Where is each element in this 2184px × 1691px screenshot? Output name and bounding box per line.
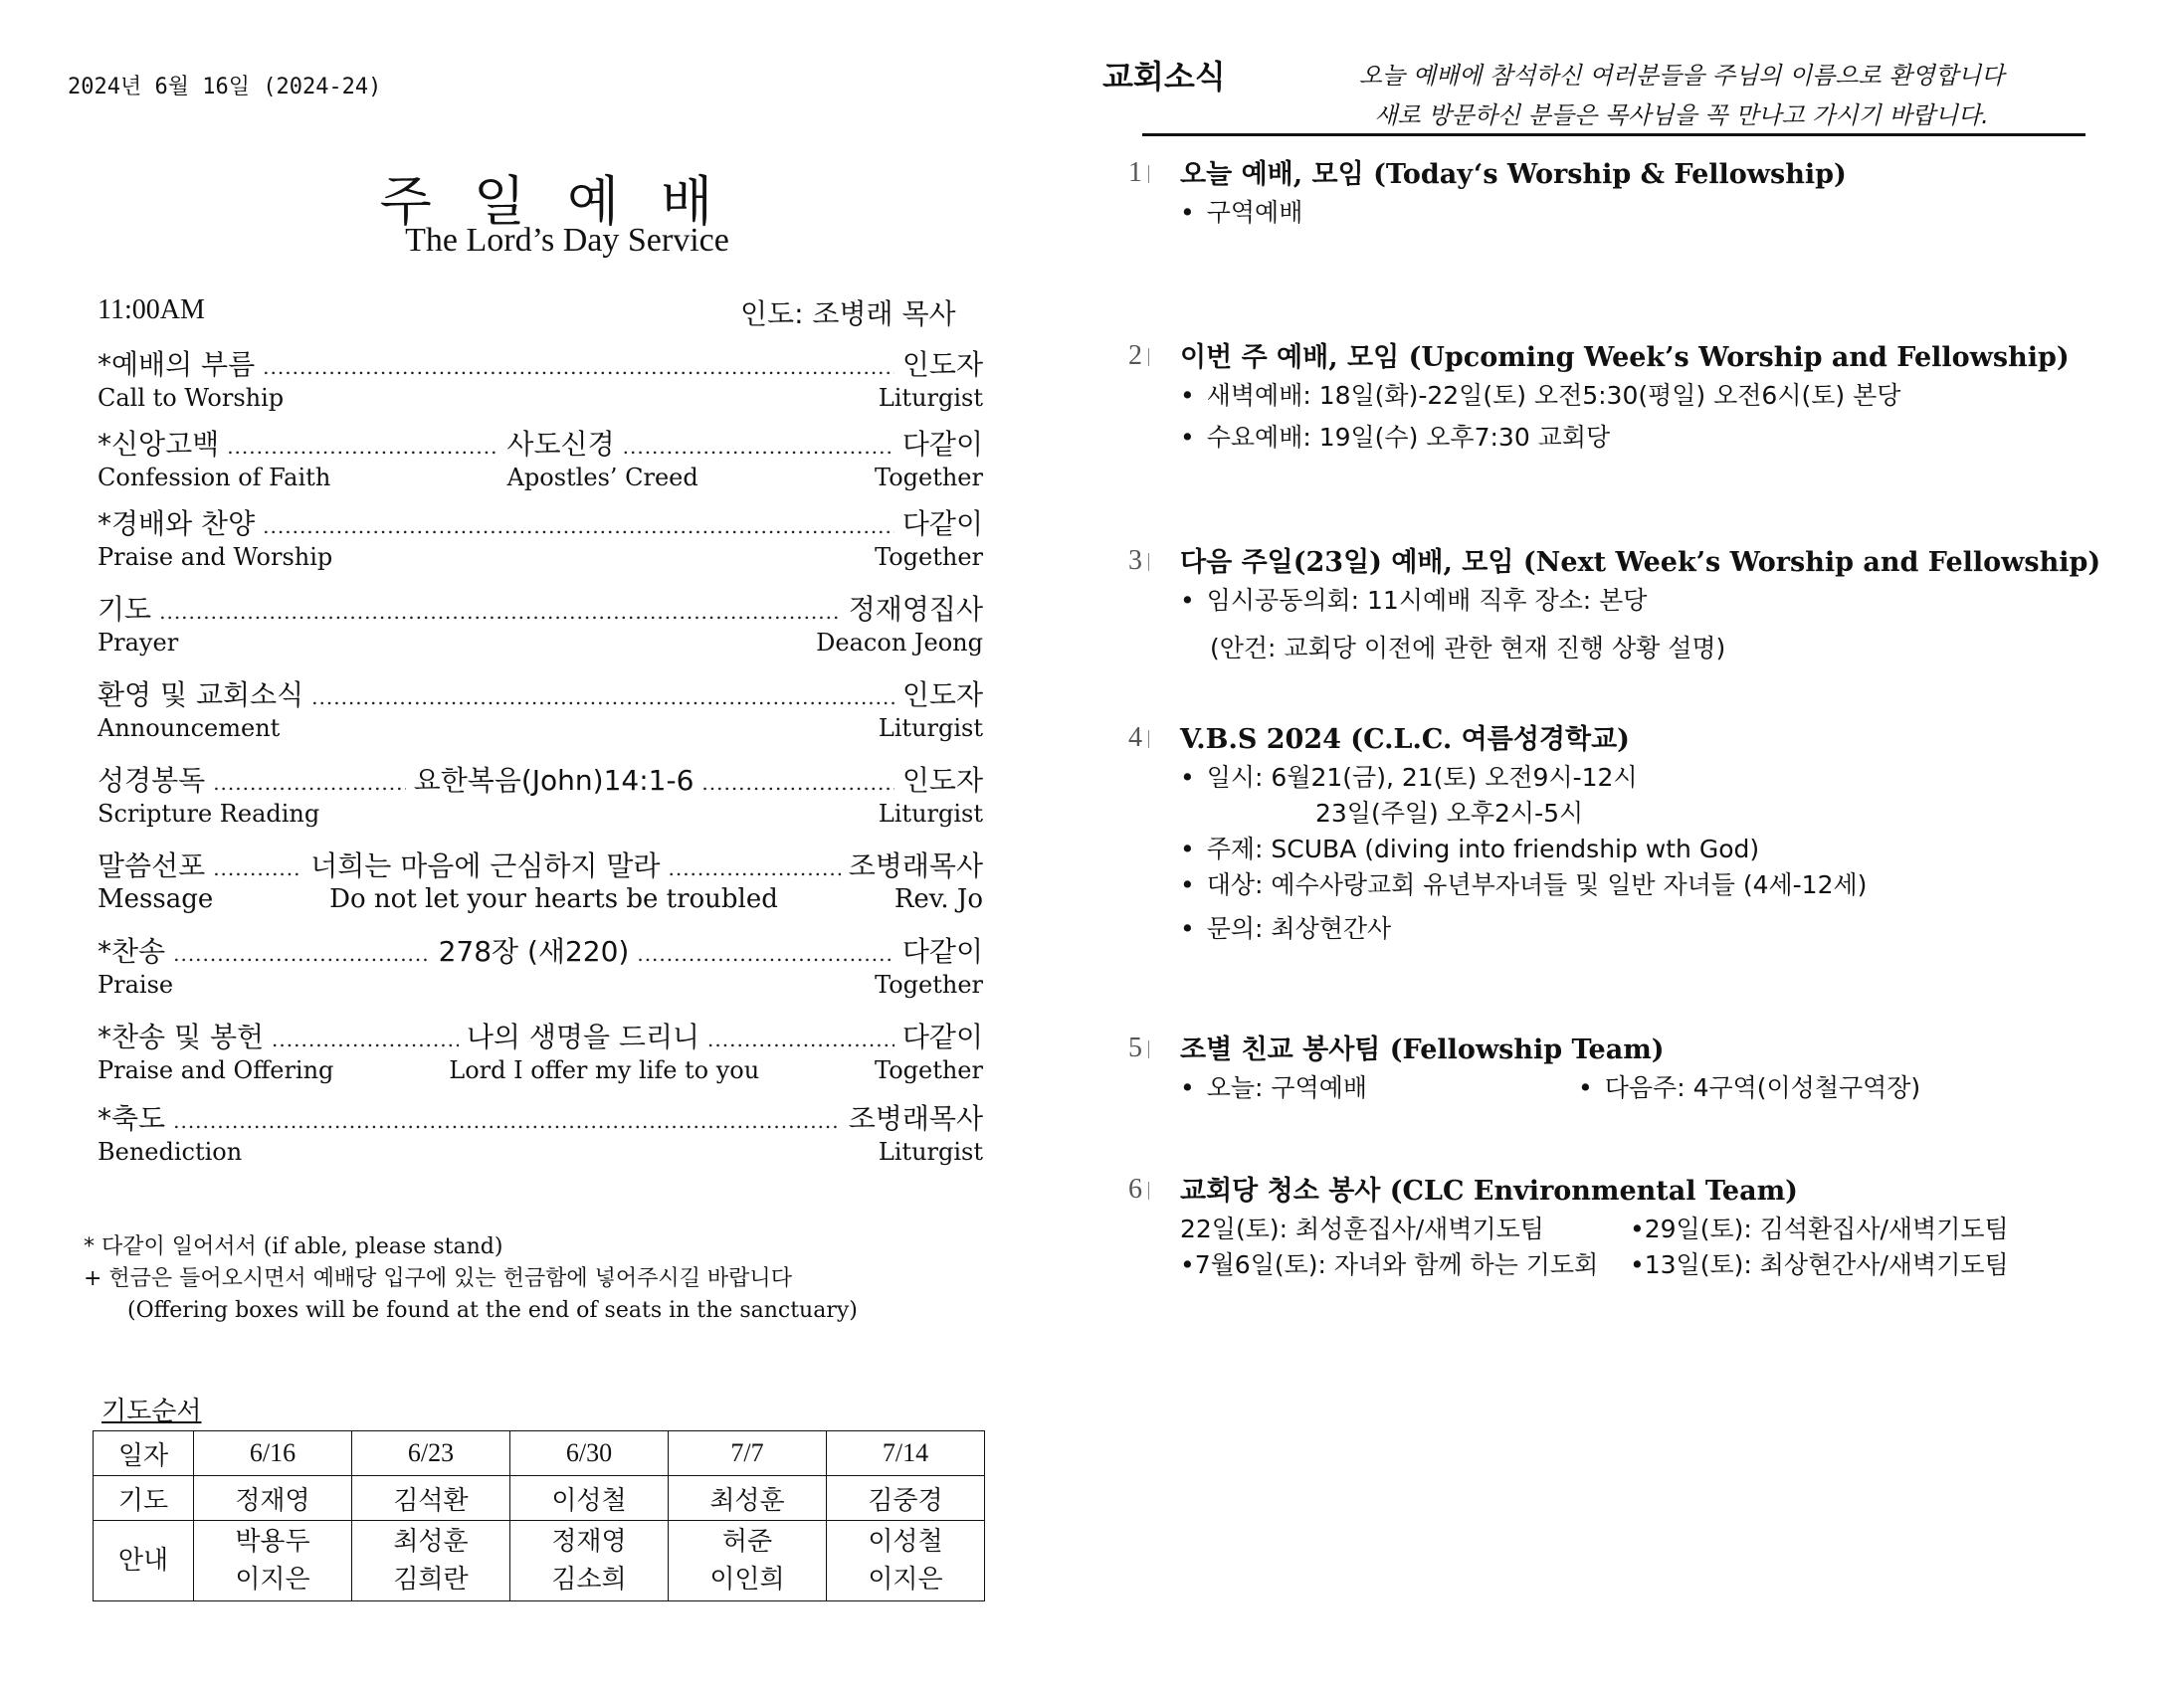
order-ko: *찬송 — [98, 935, 166, 968]
section-number: 1 — [1128, 157, 1149, 189]
order-role-en: Rev. Jo — [893, 884, 983, 914]
section-line: • 주제: SCUBA (diving into friendship wth God) — [1180, 832, 2123, 867]
service-notes — [84, 1231, 858, 1327]
order-en: Announcement — [98, 714, 281, 742]
news-section-3 — [1128, 543, 2123, 666]
section-number: 2 — [1128, 340, 1149, 372]
service-leader: 인도: 조병래 목사 — [740, 297, 956, 330]
table-cell: 7/14 — [827, 1431, 985, 1476]
order-role-en: Together — [875, 464, 983, 491]
section-heading: V.B.S 2024 (C.L.C. 여름성경학교) — [1180, 724, 1630, 755]
order-ko: *신앙고백 — [98, 428, 220, 461]
section-line: • 다음주: 4구역(이성철구역장) — [1578, 1070, 1920, 1106]
dot-leader — [159, 593, 841, 629]
guide-name: 이성철 — [868, 1527, 943, 1557]
order-en: Confession of Faith — [98, 464, 331, 491]
section-line: 22일(토): 최성훈집사/새벽기도팀 — [1180, 1215, 1544, 1243]
table-cell: 일자 — [94, 1431, 194, 1476]
welcome-message — [1293, 56, 2070, 135]
order-ko: 말씀선포 — [98, 849, 206, 882]
table-cell — [194, 1521, 352, 1601]
section-line: • 새벽예배: 18일(화)-22일(토) 오전5:30(평일) 오전6시(토) 본당 — [1180, 378, 2123, 414]
section-line: •29일(토): 김석환집사/새벽기도팀 — [1630, 1215, 2009, 1243]
church-news-title: 교회소식 — [1102, 58, 1226, 95]
prayer-schedule-title: 기도순서 — [101, 1397, 202, 1426]
service-title-korean: 주일예배 — [379, 170, 755, 233]
section-number: 5 — [1128, 1033, 1149, 1064]
table-cell — [510, 1521, 669, 1601]
order-ko: 기도 — [98, 593, 152, 626]
dot-leader — [227, 428, 498, 464]
order-role: 인도자 — [901, 678, 983, 711]
order-content: 사도신경 — [506, 428, 615, 461]
section-number: 6 — [1128, 1174, 1149, 1206]
guide-name: 허준 — [721, 1527, 773, 1557]
table-row — [94, 1476, 985, 1521]
order-item-benediction — [98, 1102, 983, 1166]
section-number: 3 — [1128, 545, 1149, 577]
table-cell: 안내 — [94, 1521, 194, 1601]
table-cell: 정재영 — [194, 1476, 352, 1521]
welcome-line-1: 오늘 예배에 참석하신 여러분들을 주님의 이름으로 환영합니다 — [1358, 62, 2005, 90]
section-line: •13일(토): 최상현간사/새벽기도팀 — [1630, 1250, 2009, 1279]
order-ko: *찬송 및 봉헌 — [98, 1021, 265, 1053]
order-item-confession — [98, 428, 983, 491]
section-heading: 이번 주 예배, 모임 (Upcoming Week’s Worship and Fellowship) — [1180, 342, 2070, 373]
order-ko: 환영 및 교회소식 — [98, 678, 304, 711]
table-cell: 6/23 — [352, 1431, 510, 1476]
order-role-en: Together — [875, 1056, 983, 1084]
order-role: 조병래목사 — [848, 849, 983, 882]
order-ko: *예배의 부름 — [98, 348, 256, 381]
order-item-announcement — [98, 678, 983, 742]
order-en: Praise and Offering — [98, 1056, 334, 1084]
section-heading: 오늘 예배, 모임 (Today‘s Worship & Fellowship) — [1180, 159, 1847, 190]
order-en: Benediction — [98, 1138, 243, 1166]
order-role: 인도자 — [901, 348, 983, 381]
order-en: Praise — [98, 971, 174, 999]
section-heading: 조별 친교 봉사팀 (Fellowship Team) — [1180, 1034, 1665, 1065]
table-row — [94, 1431, 985, 1476]
order-en: Message — [98, 884, 214, 914]
table-cell — [352, 1521, 510, 1601]
order-role-en: Liturgist — [878, 714, 983, 742]
guide-name: 김소희 — [551, 1565, 627, 1595]
guide-name: 최성훈 — [393, 1527, 469, 1557]
news-section-4 — [1128, 720, 2123, 947]
news-section-5 — [1128, 1031, 2123, 1106]
order-item-call-to-worship — [98, 348, 983, 412]
order-role: 다같이 — [901, 1021, 984, 1053]
section-number: 4 — [1128, 722, 1149, 754]
order-item-message — [98, 849, 983, 913]
section-line: • 문의: 최상현간사 — [1180, 911, 2123, 947]
order-en: Prayer — [98, 629, 179, 657]
service-title-english: The Lord’s Day Service — [405, 222, 729, 259]
order-role: 정재영집사 — [848, 593, 983, 626]
stand-note-en: (if able, please stand) — [263, 1234, 503, 1259]
order-item-prayer — [98, 593, 983, 657]
dot-leader — [173, 1102, 841, 1138]
order-role: 다같이 — [901, 428, 983, 461]
order-role-en: Together — [875, 971, 983, 999]
section-line: • 임시공동의회: 11시예배 직후 장소: 본당 — [1180, 583, 2123, 619]
section-line: • 구역예배 — [1180, 195, 2123, 231]
order-ko: *축도 — [98, 1102, 166, 1135]
table-cell: 김중경 — [827, 1476, 985, 1521]
order-role-en: Deacon Jeong — [816, 629, 983, 657]
order-content: 요한복음(John)14:1-6 — [413, 764, 695, 797]
table-cell: 최성훈 — [669, 1476, 827, 1521]
order-en: Call to Worship — [98, 384, 285, 412]
section-line: • 오늘: 구역예배 — [1180, 1070, 1578, 1106]
stand-note: * 다같이 일어서서 — [84, 1234, 257, 1259]
dot-leader — [173, 935, 431, 971]
dot-leader — [637, 935, 894, 971]
section-heading: 다음 주일(23일) 예배, 모임 (Next Week’s Worship and Fellowship) — [1180, 547, 2101, 578]
order-item-offering — [98, 1021, 983, 1084]
order-en: Scripture Reading — [98, 800, 320, 828]
news-section-2 — [1128, 338, 2123, 456]
dot-leader — [668, 849, 840, 885]
order-role-en: Liturgist — [878, 800, 983, 828]
table-cell — [827, 1521, 985, 1601]
offering-note: + 헌금은 들어오시면서 예배당 입구에 있는 헌금함에 넣어주시길 바랍니다 — [84, 1266, 792, 1291]
news-section-1 — [1128, 155, 2123, 231]
dot-leader — [701, 764, 893, 800]
order-content-en: Apostles’ Creed — [506, 464, 698, 491]
order-content: 나의 생명을 드리니 — [466, 1021, 700, 1053]
guide-name: 박용두 — [235, 1527, 310, 1557]
order-role-en: Liturgist — [878, 384, 983, 412]
prayer-schedule-table — [93, 1430, 985, 1601]
order-content: 너희는 마음에 근심하지 말라 — [310, 849, 661, 882]
order-role: 다같이 — [901, 507, 983, 540]
dot-leader — [311, 678, 894, 714]
order-content: 278장 (새220) — [438, 935, 630, 968]
order-item-scripture — [98, 764, 983, 828]
guide-name: 이인희 — [709, 1565, 785, 1595]
order-role-en: Liturgist — [878, 1138, 983, 1166]
order-content-en: Lord I offer my life to you — [449, 1056, 760, 1084]
table-row — [94, 1521, 985, 1601]
service-time: 11:00AM — [98, 294, 205, 325]
order-ko: 성경봉독 — [98, 764, 206, 797]
bulletin-date: 2024년 6월 16일 (2024-24) — [68, 75, 382, 99]
section-line: 23일(주일) 오후2시-5시 — [1315, 799, 1584, 828]
table-cell: 6/30 — [510, 1431, 669, 1476]
dot-leader — [707, 1021, 894, 1056]
order-en: Praise and Worship — [98, 543, 333, 571]
dot-leader — [623, 428, 894, 464]
section-line: •7월6일(토): 자녀와 함께 하는 기도회 — [1180, 1250, 1599, 1279]
news-section-6 — [1128, 1172, 2123, 1283]
guide-name: 이지은 — [868, 1565, 943, 1595]
order-item-praise-worship — [98, 507, 983, 571]
order-role: 다같이 — [901, 935, 983, 968]
guide-name: 이지은 — [235, 1565, 310, 1595]
section-heading: 교회당 청소 봉사 (CLC Environmental Team) — [1180, 1176, 1798, 1207]
table-cell: 김석환 — [352, 1476, 510, 1521]
table-cell — [669, 1521, 827, 1601]
order-role-en: Together — [875, 543, 983, 571]
order-content-en: Do not let your hearts be troubled — [329, 884, 778, 914]
divider — [1142, 133, 2085, 136]
order-role: 인도자 — [901, 764, 984, 797]
order-ko: *경배와 찬양 — [98, 507, 256, 540]
dot-leader — [213, 764, 405, 800]
table-cell: 6/16 — [194, 1431, 352, 1476]
section-line: • 수요예배: 19일(수) 오후7:30 교회당 — [1180, 420, 2123, 456]
order-item-hymn — [98, 935, 983, 999]
welcome-line-2: 새로 방문하신 분들은 목사님을 꼭 만나고 가시기 바랍니다. — [1374, 101, 1989, 129]
offering-note-en: (Offering boxes will be found at the end of seats in the sanctuary) — [127, 1298, 858, 1323]
order-role: 조병래목사 — [848, 1102, 983, 1135]
table-cell: 이성철 — [510, 1476, 669, 1521]
dot-leader — [263, 507, 894, 543]
dot-leader — [272, 1021, 459, 1056]
dot-leader — [263, 348, 894, 384]
section-line: • 대상: 예수사랑교회 유년부자녀들 및 일반 자녀들 (4세-12세) — [1180, 867, 2123, 903]
section-line: • 일시: 6월21(금), 21(토) 오전9시-12시 — [1180, 760, 2123, 796]
table-cell: 기도 — [94, 1476, 194, 1521]
guide-name: 김희란 — [393, 1565, 469, 1595]
table-cell: 7/7 — [669, 1431, 827, 1476]
dot-leader — [213, 849, 302, 885]
section-line: (안건: 교회당 이전에 관한 현재 진행 상황 설명) — [1210, 634, 1726, 662]
guide-name: 정재영 — [551, 1527, 627, 1557]
